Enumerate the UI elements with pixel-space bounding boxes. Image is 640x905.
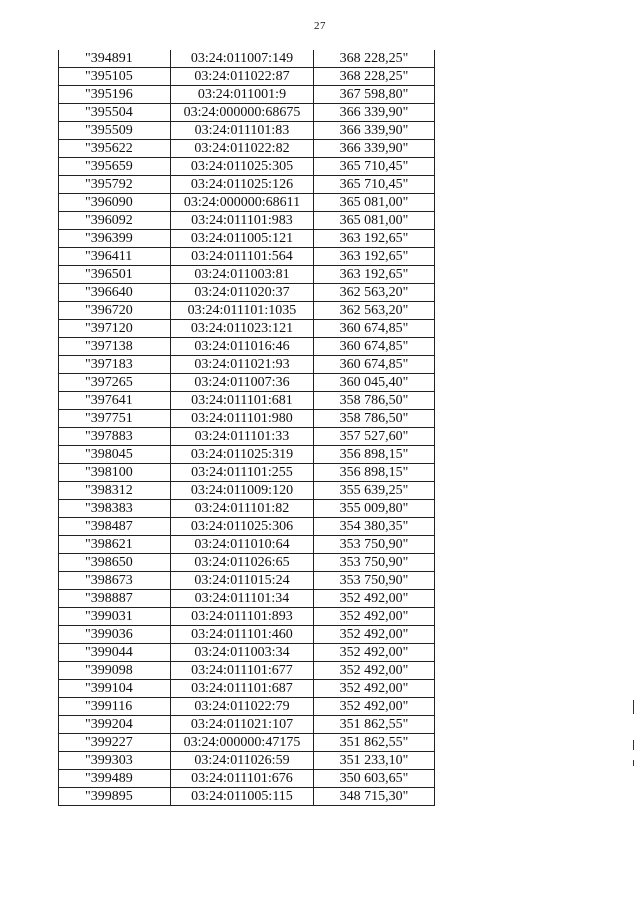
cadastral-number-cell: 03:24:011101:83 xyxy=(171,122,314,140)
amount-cell: 356 898,15" xyxy=(314,446,435,464)
row-id-cell: "396411 xyxy=(59,248,171,266)
row-id-cell: "395509 xyxy=(59,122,171,140)
amount-cell: 355 639,25" xyxy=(314,482,435,500)
amount-cell: 366 339,90" xyxy=(314,140,435,158)
table-row xyxy=(59,266,435,284)
amount-cell: 368 228,25" xyxy=(314,68,435,86)
table-row xyxy=(59,482,435,500)
amount-cell: 368 228,25" xyxy=(314,50,435,68)
amount-cell: 352 492,00" xyxy=(314,644,435,662)
cadastral-number-cell: 03:24:011025:126 xyxy=(171,176,314,194)
cadastral-number-cell: 03:24:011005:121 xyxy=(171,230,314,248)
amount-cell: 348 715,30" xyxy=(314,788,435,806)
table-row xyxy=(59,644,435,662)
cadastral-number-cell: 03:24:011101:676 xyxy=(171,770,314,788)
table-row xyxy=(59,230,435,248)
cadastral-number-cell: 03:24:011101:1035 xyxy=(171,302,314,320)
cadastral-number-cell: 03:24:011001:9 xyxy=(171,86,314,104)
cadastral-number-cell: 03:24:011101:460 xyxy=(171,626,314,644)
amount-cell: 365 710,45" xyxy=(314,158,435,176)
row-id-cell: "397883 xyxy=(59,428,171,446)
table-row xyxy=(59,662,435,680)
cadastral-number-cell: 03:24:011010:64 xyxy=(171,536,314,554)
cadastral-number-cell: 03:24:000000:68611 xyxy=(171,194,314,212)
scan-speck xyxy=(633,700,634,714)
amount-cell: 352 492,00" xyxy=(314,608,435,626)
cadastral-number-cell: 03:24:011003:34 xyxy=(171,644,314,662)
amount-cell: 352 492,00" xyxy=(314,680,435,698)
amount-cell: 350 603,65" xyxy=(314,770,435,788)
row-id-cell: "397641 xyxy=(59,392,171,410)
table-row xyxy=(59,86,435,104)
cadastral-number-cell: 03:24:011101:677 xyxy=(171,662,314,680)
cadastral-number-cell: 03:24:000000:68675 xyxy=(171,104,314,122)
scan-speck xyxy=(633,760,634,766)
table-row xyxy=(59,356,435,374)
table-row xyxy=(59,248,435,266)
row-id-cell: "395792 xyxy=(59,176,171,194)
cadastral-number-cell: 03:24:011009:120 xyxy=(171,482,314,500)
row-id-cell: "397120 xyxy=(59,320,171,338)
table-row xyxy=(59,446,435,464)
row-id-cell: "397265 xyxy=(59,374,171,392)
table-row xyxy=(59,392,435,410)
amount-cell: 366 339,90" xyxy=(314,104,435,122)
table-row xyxy=(59,338,435,356)
table-row xyxy=(59,698,435,716)
cadastral-number-cell: 03:24:011007:149 xyxy=(171,50,314,68)
table-row xyxy=(59,302,435,320)
table-row xyxy=(59,518,435,536)
table-row xyxy=(59,554,435,572)
amount-cell: 358 786,50" xyxy=(314,410,435,428)
cadastral-number-cell: 03:24:011015:24 xyxy=(171,572,314,590)
registry-table-body xyxy=(59,50,435,806)
row-id-cell: "399489 xyxy=(59,770,171,788)
amount-cell: 365 081,00" xyxy=(314,194,435,212)
amount-cell: 363 192,65" xyxy=(314,230,435,248)
cadastral-number-cell: 03:24:011101:893 xyxy=(171,608,314,626)
amount-cell: 353 750,90" xyxy=(314,554,435,572)
row-id-cell: "398312 xyxy=(59,482,171,500)
table-row xyxy=(59,194,435,212)
amount-cell: 351 862,55" xyxy=(314,734,435,752)
row-id-cell: "395196 xyxy=(59,86,171,104)
amount-cell: 363 192,65" xyxy=(314,266,435,284)
amount-cell: 357 527,60" xyxy=(314,428,435,446)
table-row xyxy=(59,104,435,122)
amount-cell: 352 492,00" xyxy=(314,590,435,608)
cadastral-number-cell: 03:24:011005:115 xyxy=(171,788,314,806)
row-id-cell: "396720 xyxy=(59,302,171,320)
table-row xyxy=(59,410,435,428)
row-id-cell: "399036 xyxy=(59,626,171,644)
table-row xyxy=(59,212,435,230)
row-id-cell: "395622 xyxy=(59,140,171,158)
registry-table xyxy=(58,50,435,806)
row-id-cell: "399303 xyxy=(59,752,171,770)
table-row xyxy=(59,734,435,752)
table-row xyxy=(59,770,435,788)
table-row xyxy=(59,428,435,446)
amount-cell: 351 233,10" xyxy=(314,752,435,770)
amount-cell: 352 492,00" xyxy=(314,662,435,680)
cadastral-number-cell: 03:24:011101:681 xyxy=(171,392,314,410)
cadastral-number-cell: 03:24:011016:46 xyxy=(171,338,314,356)
cadastral-number-cell: 03:24:011025:319 xyxy=(171,446,314,464)
row-id-cell: "396090 xyxy=(59,194,171,212)
page-number: 27 xyxy=(314,20,326,32)
cadastral-number-cell: 03:24:011022:79 xyxy=(171,698,314,716)
table-row xyxy=(59,500,435,518)
cadastral-number-cell: 03:24:011101:34 xyxy=(171,590,314,608)
amount-cell: 355 009,80" xyxy=(314,500,435,518)
row-id-cell: "399031 xyxy=(59,608,171,626)
table-row xyxy=(59,626,435,644)
amount-cell: 352 492,00" xyxy=(314,626,435,644)
amount-cell: 360 674,85" xyxy=(314,338,435,356)
cadastral-number-cell: 03:24:011021:107 xyxy=(171,716,314,734)
row-id-cell: "399098 xyxy=(59,662,171,680)
row-id-cell: "399204 xyxy=(59,716,171,734)
amount-cell: 365 710,45" xyxy=(314,176,435,194)
amount-cell: 352 492,00" xyxy=(314,698,435,716)
table-row xyxy=(59,680,435,698)
table-row xyxy=(59,788,435,806)
row-id-cell: "397183 xyxy=(59,356,171,374)
row-id-cell: "399895 xyxy=(59,788,171,806)
row-id-cell: "395659 xyxy=(59,158,171,176)
row-id-cell: "395105 xyxy=(59,68,171,86)
amount-cell: 362 563,20" xyxy=(314,302,435,320)
table-row xyxy=(59,590,435,608)
table-row xyxy=(59,68,435,86)
table-row xyxy=(59,284,435,302)
table-row xyxy=(59,752,435,770)
table-row xyxy=(59,140,435,158)
amount-cell: 367 598,80" xyxy=(314,86,435,104)
row-id-cell: "399227 xyxy=(59,734,171,752)
cadastral-number-cell: 03:24:011026:59 xyxy=(171,752,314,770)
amount-cell: 363 192,65" xyxy=(314,248,435,266)
row-id-cell: "399104 xyxy=(59,680,171,698)
table-row xyxy=(59,176,435,194)
table-row xyxy=(59,716,435,734)
row-id-cell: "398673 xyxy=(59,572,171,590)
amount-cell: 360 674,85" xyxy=(314,320,435,338)
amount-cell: 366 339,90" xyxy=(314,122,435,140)
cadastral-number-cell: 03:24:011022:82 xyxy=(171,140,314,158)
cadastral-number-cell: 03:24:011022:87 xyxy=(171,68,314,86)
row-id-cell: "398621 xyxy=(59,536,171,554)
row-id-cell: "394891 xyxy=(59,50,171,68)
table-row xyxy=(59,374,435,392)
cadastral-number-cell: 03:24:011101:687 xyxy=(171,680,314,698)
row-id-cell: "395504 xyxy=(59,104,171,122)
row-id-cell: "396501 xyxy=(59,266,171,284)
cadastral-number-cell: 03:24:011101:82 xyxy=(171,500,314,518)
amount-cell: 362 563,20" xyxy=(314,284,435,302)
amount-cell: 354 380,35" xyxy=(314,518,435,536)
cadastral-number-cell: 03:24:011026:65 xyxy=(171,554,314,572)
cadastral-number-cell: 03:24:011007:36 xyxy=(171,374,314,392)
amount-cell: 356 898,15" xyxy=(314,464,435,482)
row-id-cell: "398487 xyxy=(59,518,171,536)
scan-speck xyxy=(633,740,634,750)
cadastral-number-cell: 03:24:011101:33 xyxy=(171,428,314,446)
row-id-cell: "397138 xyxy=(59,338,171,356)
amount-cell: 360 674,85" xyxy=(314,356,435,374)
row-id-cell: "398100 xyxy=(59,464,171,482)
table-row xyxy=(59,536,435,554)
cadastral-number-cell: 03:24:011025:306 xyxy=(171,518,314,536)
cadastral-number-cell: 03:24:011003:81 xyxy=(171,266,314,284)
amount-cell: 351 862,55" xyxy=(314,716,435,734)
row-id-cell: "399116 xyxy=(59,698,171,716)
cadastral-number-cell: 03:24:011101:980 xyxy=(171,410,314,428)
row-id-cell: "396640 xyxy=(59,284,171,302)
amount-cell: 353 750,90" xyxy=(314,536,435,554)
amount-cell: 360 045,40" xyxy=(314,374,435,392)
row-id-cell: "397751 xyxy=(59,410,171,428)
cadastral-number-cell: 03:24:011101:564 xyxy=(171,248,314,266)
row-id-cell: "396092 xyxy=(59,212,171,230)
row-id-cell: "398045 xyxy=(59,446,171,464)
cadastral-number-cell: 03:24:000000:47175 xyxy=(171,734,314,752)
cadastral-number-cell: 03:24:011101:983 xyxy=(171,212,314,230)
cadastral-number-cell: 03:24:011023:121 xyxy=(171,320,314,338)
table-row xyxy=(59,608,435,626)
cadastral-number-cell: 03:24:011021:93 xyxy=(171,356,314,374)
row-id-cell: "398383 xyxy=(59,500,171,518)
table-row xyxy=(59,158,435,176)
table-row xyxy=(59,320,435,338)
row-id-cell: "398887 xyxy=(59,590,171,608)
table-row xyxy=(59,464,435,482)
table-row xyxy=(59,50,435,68)
row-id-cell: "396399 xyxy=(59,230,171,248)
amount-cell: 365 081,00" xyxy=(314,212,435,230)
amount-cell: 358 786,50" xyxy=(314,392,435,410)
row-id-cell: "399044 xyxy=(59,644,171,662)
cadastral-number-cell: 03:24:011101:255 xyxy=(171,464,314,482)
row-id-cell: "398650 xyxy=(59,554,171,572)
table-row xyxy=(59,122,435,140)
cadastral-number-cell: 03:24:011025:305 xyxy=(171,158,314,176)
cadastral-number-cell: 03:24:011020:37 xyxy=(171,284,314,302)
amount-cell: 353 750,90" xyxy=(314,572,435,590)
table-row xyxy=(59,572,435,590)
